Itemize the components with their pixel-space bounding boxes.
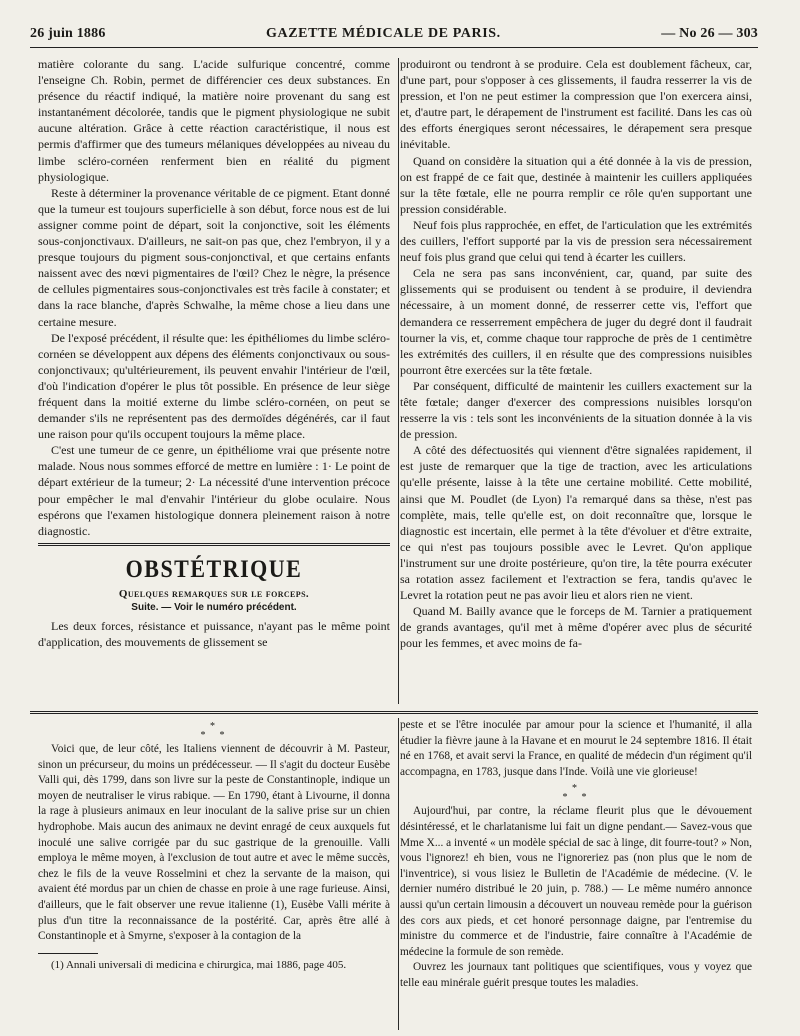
paragraph: Quand on considère la situation qui a été donnée à la vis de pression, on est frappé de ce fait que, destinée à maintenir les cuillers appliquées sur la tête fœtale, elle ne pourra remplir ce rôle qu'en supportant une pression considérable. — [400, 153, 752, 216]
feuilleton-rule — [30, 711, 758, 714]
paragraph: C'est une tumeur de ce genre, un épithéliome vrai que présente notre malade. Nous nous sommes efforcé de mettre en lumière : 1· Le point de départ extérieur de la tumeur; 2· La nécessité d'une intervention précoce pour empêcher le mal d'envahir l'intérieur du globe oculaire. Nous espérons que l'examen histologique donnera pleinement raison à notre diagnostic. — [38, 443, 390, 538]
paragraph: Par conséquent, difficulté de maintenir les cuillers exactement sur la tête fœtale; danger d'exercer des compressions nuisibles lorsqu'on resserre la vis : tels sont les inconvénients de la situation donnée à la vis de pression. — [400, 378, 752, 442]
header-rule — [30, 47, 758, 48]
section-title: OBSTÉTRIQUE — [125, 553, 303, 583]
footnote-rule — [38, 953, 98, 954]
lower-left-column — [38, 718, 390, 1030]
paragraph: A côté des défectuosités qui viennent d'être signalées rapidement, il est juste de remarquer que la tige de traction, avec les articulations qu'elle présente, laisse à la tête une certaine mobilité. Cette mobilité, ainsi que M. Poudlet (de Lyon) l'a remarqué dans sa thèse, n'est pas complète, mais, telle qu'elle est, on doit reconnaître que, lorsque le diagnostic est incertain, elle permet à la tête d'évoluer et d'être extraite, ce qui n'est pas toujours possible avec le Levret. Qu'on applique l'instrument sur une droite postérieure, qu'on tire, la tête pourra exécuter sa rotation assez facilement et l'extraction se fera, tandis qu'avec le Levret la rotation peut ne pas avoir lieu et alors rien ne vient. — [400, 443, 752, 603]
header-title: GAZETTE MÉDICALE DE PARIS. — [266, 26, 501, 41]
section-note: Suite. — Voir le numéro précédent. — [131, 601, 297, 613]
upper-left-column — [38, 56, 390, 706]
section-subtitle: Quelques remarques sur le forceps. — [118, 587, 310, 600]
paragraph: Reste à déterminer la provenance véritable de ce pigment. Etant donné que la tumeur est toujours superficielle à son début, force nous est de lui assigner comme point de départ, soit la conjonctive, soit les éléments sous-conjonctivaux. D'ailleurs, ne sait-on pas que, chez l'embryon, il y a presque toujours du pigment sous-conjonctival, et que certains enfants naissent avec des nœvi pigmentaires de l'œil? Chez le nègre, la présence de cellules pigmentaires sous-conjonctivales est très facile à constater; et dans la race blanche, d'après Schwalhe, la même chose a lieu dans une certaine mesure. — [38, 185, 390, 329]
header-date: 26 juin 1886 — [30, 26, 106, 41]
lower-right-column — [400, 718, 752, 1030]
upper-section — [38, 56, 750, 706]
paragraph: Cela ne sera pas sans inconvénient, car, quand, par suite des glissements qui se produisent ou tendent à se produire, il deviendra nécessaire, à un moment donné, de resserrer cette vis, l'effort que demandera ce resserrement empêchera de juger du degré dont il faudrait tourner la vis, et, comme chaque tour rapproche de près de 1 centimètre les extrémités des cuillers, il en résulte que des compressions nuisibles pourront être exercées sur la tête fœtale. — [400, 266, 752, 377]
paragraph: Neuf fois plus rapprochée, en effet, de l'articulation que les extrémités des cuillers, l'effort supporté par la vis de pression sera nécessairement neuf fois plus grand que celui qui tend à écarter les cuillers. — [400, 217, 752, 265]
lower-section — [38, 718, 750, 1030]
paragraph: Voici que, de leur côté, les Italiens viennent de découvrir à M. Pasteur, sinon un précurseur, du moins un prédécesseur. — Il s'agit du docteur Eusèbe Valli qui, dès 1799, dans son livre sur la peste de Constantinople, indique un moyen de neutraliser le virus rabique. — En 1790, étant à Livourne, il donna la rage à plusieurs animaux en leur inoculant de la salive prise sur un chien hydrophobe. Mais aucun des animaux ne devint enragé de ceux auxquels fut inoculé une salive corrigée par du suc gastrique de la grenouille. Valli employa le même moyen, à l'exclusion de tout autre et avec le même succès, chez le fils de la veuve Rosselmini et chez la servante de la maison, qui avaient été mordus par un chien de chasse en proie à une rage furieuse. Ainsi, d'ailleurs, que le fait observer une revue italienne (1), Eusèbe Valli mérite à plus d'un titre la reconnaissance de la postérité. Car, après être allé à Constantinople et à Smyrne, s'exposer à la contagion de la — [38, 743, 390, 943]
paragraph: matière colorante du sang. L'acide sulfurique concentré, comme l'enseigne Ch. Robin, permet de différencier ces deux substances. En présence du réactif indiqué, la matière noire provenant du sang est instantanément décolorée, tandis que le pigment physiologique ne subit aucune altération. Grâce à cette réaction caractéristique, il nous est permis d'affirmer que des tumeurs mélaniques développées au niveau du limbe scléro-cornéen renferment bien en réalité du pigment physiologique. — [38, 57, 390, 184]
paragraph: Quand M. Bailly avance que le forceps de M. Tarnier a pratiquement de grands avantages, qu'il met à même d'opérer avec plus de sécurité pour les femmes, et avec moins de fa- — [400, 604, 752, 651]
separator-stars: * * * — [200, 721, 228, 741]
paragraph: produiront ou tendront à se produire. Cela est doublement fâcheux, car, d'une part, pour s'opposer à ces glissements, il faudra resserrer la vis de pression, et l'on ne peut estimer la compression que l'on exercera ainsi, et, d'autre part, le dérapement de l'instrument est facilité. Dans les cas où des efforts énergiques seront nécessaires, le dérapement sera presque inévitable. — [400, 57, 752, 152]
page-header — [30, 22, 758, 46]
header-issue: — No 26 — 303 — [661, 26, 758, 41]
upper-right-column — [400, 56, 752, 706]
separator-stars: * * * — [562, 783, 590, 804]
section-rule — [38, 543, 390, 546]
paragraph: Aujourd'hui, par contre, la réclame fleurit plus que le dévouement désintéressé, et le charlatanisme lui fait un digne pendant.— Savez-vous que Mme X... a inventé « un modèle spécial de sac à linge, dit fourre-tout? » Non, vous l'ignorez! eh bien, vous ne l'ignoreriez pas (non plus que le nom de l'inventrice), si vous lisiez le Bulletin de l'Académie de médecine. (V. le dernier numéro distribué le 20 juin, p. 788.) — Le même numéro annonce aussi qu'un certain limousin a découvert un nouveau remède pour la guérison des cors aux pieds, et cet honoré personnage daigne, par l'entremise du ministre du commerce et de l'industrie, faire connaître à l'Académie de médecine la formule de son remède. — [400, 805, 752, 958]
paragraph: Ouvrez les journaux tant politiques que scientifiques, vous y voyez que telle eau minérale guérit presque toutes les maladies. — [400, 961, 752, 989]
paragraph: Les deux forces, résistance et puissance, n'ayant pas le même point d'application, des mouvements de glissement se — [38, 618, 390, 649]
footnote: (1) Annali universali di medicina e chirurgica, mai 1886, page 405. — [51, 958, 347, 971]
paragraph: De l'exposé précédent, il résulte que: les épithéliomes du limbe scléro-cornéen se développent aux dépens des éléments conjonctivaux ou sous-conjonctivaux; qu'ultérieurement, ils peuvent envahir l'intérieur de l'œil, d'où l'indication d'opérer le plus tôt possible. En présence de leur siège fréquent dans la moitié externe du limbe scléro-cornéen, on peut se demander s'ils ne représentent pas des dermoïdes dégénérés, car il faut une raison pour qu'ils occupent toujours la même place. — [38, 330, 390, 442]
paragraph: peste et se l'être inoculée par amour pour la science et l'humanité, il alla étudier la fièvre jaune à la Havane et en mourut le 24 septembre 1816. Il était né en 1768, et avait servi la France, en qualité de médecin d'un régiment qu'il accompagna, en 1783, jusque dans l'Inde. Voilà une vie glorieuse! — [400, 719, 752, 778]
